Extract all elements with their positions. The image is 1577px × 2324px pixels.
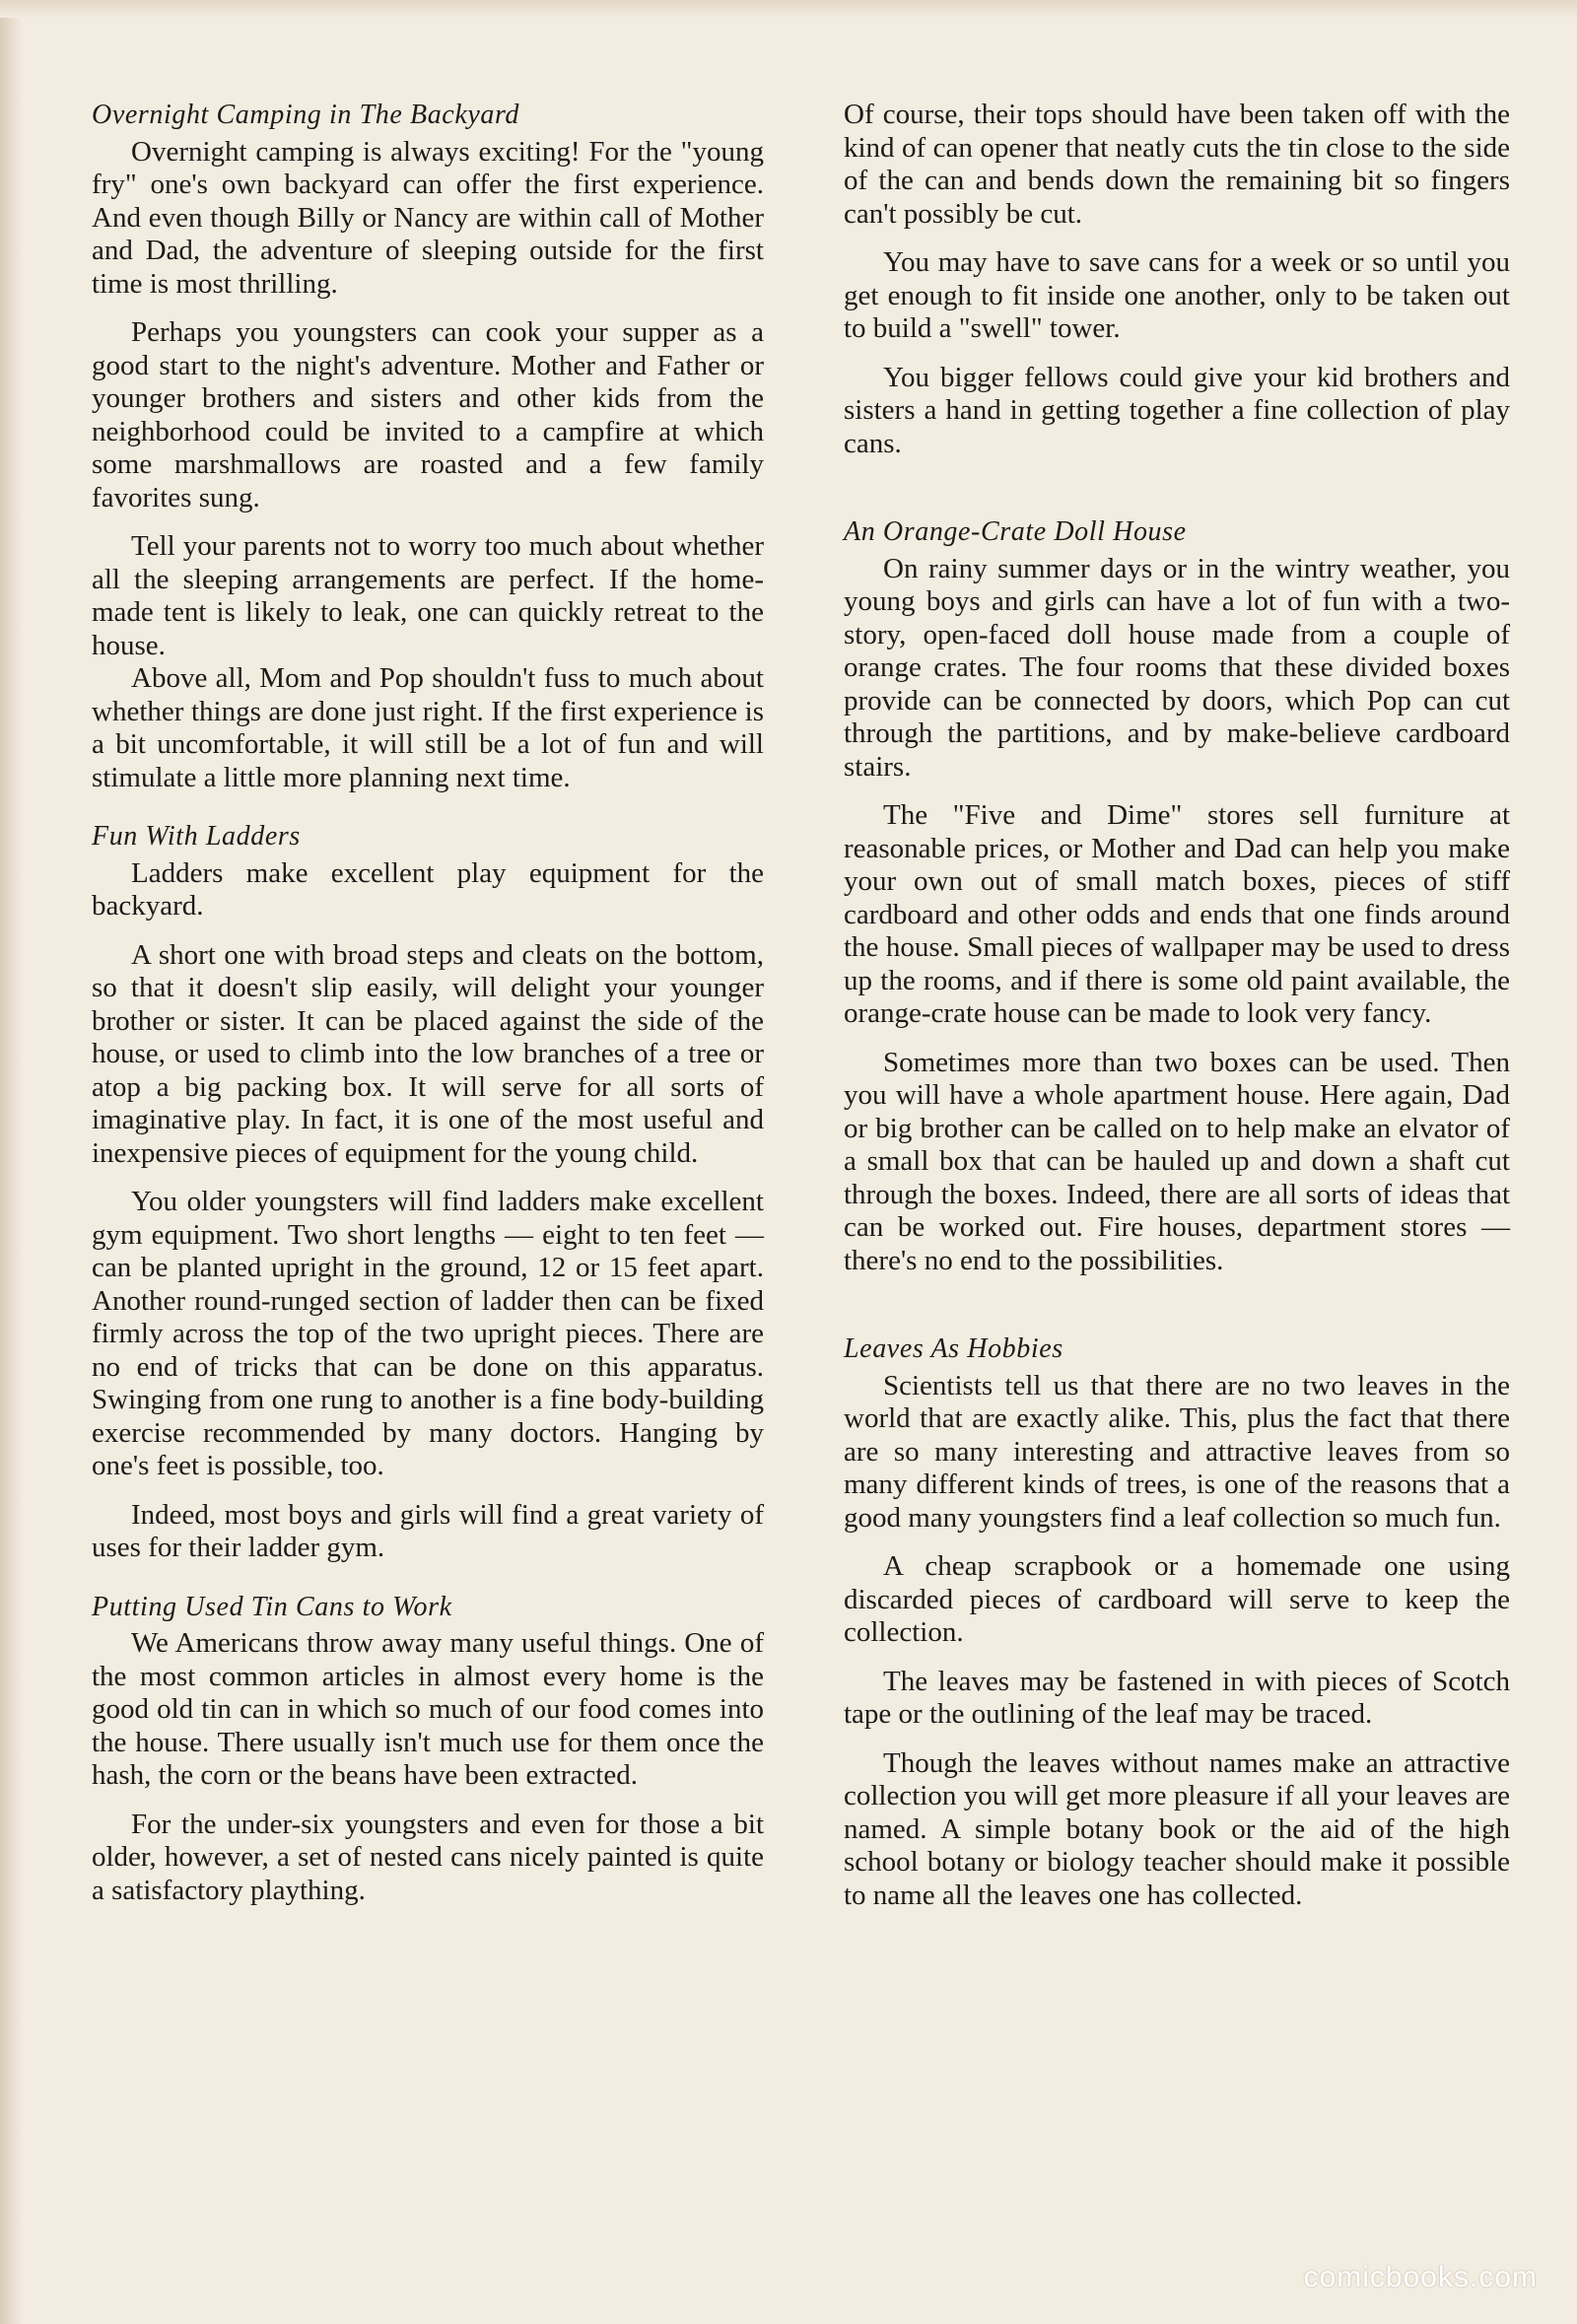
- paragraph: For the under-six youngsters and even for those a bit older, however, a set of nested cans nicely painted is quite a satisfactory plaything.: [92, 1808, 764, 1906]
- paragraph: A short one with broad steps and cleats on the bottom, so that it doesn't slip easily, will delight your younger brother or sister. It can be placed against the side of the house, or used to climb into the low branches of a tree or atop a big packing box. It will serve for all sorts of imaginative play. In fact, it is one of the most useful and inexpensive pieces of equipment for the young child.: [92, 938, 764, 1169]
- section-tin-cans: [92, 1591, 764, 1908]
- paragraph: A cheap scrapbook or a homemade one using discarded pieces of cardboard will serve to keep the collection.: [844, 1550, 1510, 1648]
- paragraph: Sometimes more than two boxes can be used. Then you will have a whole apartment house. Here again, Dad or big brother can be called on to help make an elvator of a small box that can be hauled up and down a shaft cut through the boxes. Indeed, there are all sorts of ideas that can be worked out. Fire houses, department stores — there's no end to the possibilities.: [844, 1046, 1510, 1276]
- section-orange-crate-doll-house: [844, 515, 1510, 1277]
- paragraph: Scientists tell us that there are no two leaves in the world that are exactly alike. This, plus the fact that there are so many interesting and attractive leaves from so many different kinds of trees, is one of the reasons that a good many youngsters find a leaf collection so much fun.: [844, 1369, 1510, 1534]
- page-top-edge: [0, 0, 1577, 18]
- paragraph: Above all, Mom and Pop shouldn't fuss to much about whether things are done just right. If the first experience is a bit uncomfortable, it will still be a lot of fun and will stimulate a little more planning next time.: [92, 662, 764, 793]
- section-heading: Fun With Ladders: [92, 821, 301, 852]
- section-heading: An Orange-Crate Doll House: [844, 516, 1187, 547]
- section-heading: Leaves As Hobbies: [844, 1333, 1063, 1364]
- right-column: [844, 99, 1510, 1928]
- paragraph: On rainy summer days or in the wintry weather, you young boys and girls can have a lot of fun with a two-story, open-faced doll house made from a couple of orange crates. The four rooms that these divided boxes provide can be connected by doors, which Pop can cut through the partitions, and by make-believe cardboard stairs.: [844, 552, 1510, 783]
- paragraph: The "Five and Dime" stores sell furniture at reasonable prices, or Mother and Dad can help you make your own out of small match boxes, pieces of stiff cardboard and other odds and ends that one finds around the house. Small pieces of wallpaper may be used to dress up the rooms, and if there is some old paint available, the orange-crate house can be made to look very fancy.: [844, 799, 1510, 1029]
- paragraph: The leaves may be fastened in with pieces of Scotch tape or the outlining of the leaf may be traced.: [844, 1665, 1510, 1730]
- paragraph: You may have to save cans for a week or so until you get enough to fit inside one another, only to be taken out to build a "swell" tower.: [844, 246, 1510, 344]
- section-fun-with-ladders: [92, 820, 764, 1565]
- paragraph: You bigger fellows could give your kid brothers and sisters a hand in getting together a fine collection of play cans.: [844, 361, 1510, 459]
- paragraph: Perhaps you youngsters can cook your supper as a good start to the night's adventure. Mother and Father or younger brothers and sisters and other kids from the neighborhood could be invited to a campfire at which some marshmallows are roasted and a few family favorites sung.: [92, 316, 764, 513]
- page-edge-shadow: [0, 0, 22, 2324]
- paragraph: Ladders make excellent play equipment for the backyard.: [92, 856, 764, 922]
- paragraph: Indeed, most boys and girls will find a great variety of uses for their ladder gym.: [92, 1498, 764, 1563]
- section-leaves-as-hobbies: [844, 1333, 1510, 1912]
- section-heading: Putting Used Tin Cans to Work: [92, 1591, 452, 1622]
- section-tin-cans-continued: [844, 99, 1510, 460]
- watermark: comicbooks.com: [1303, 2261, 1538, 2293]
- paragraph: We Americans throw away many useful things. One of the most common articles in almost every home is the good old tin can in which so much of our food comes into the house. There usually isn't much use for them once the hash, the corn or the beans have been extracted.: [92, 1627, 764, 1791]
- paragraph: Tell your parents not to worry too much about whether all the sleeping arrangements are perfect. If the home-made tent is likely to leak, one can quickly retreat to the house.: [92, 530, 764, 661]
- paragraph: Though the leaves without names make an attractive collection you will get more pleasure if all your leaves are named. A simple botany book or the aid of the high school botany or biology teacher should make it possible to name all the leaves one has collected.: [844, 1746, 1510, 1911]
- left-column: [92, 99, 764, 1923]
- paragraph: Of course, their tops should have been taken off with the kind of can opener that neatly cuts the tin close to the side of the can and bends down the remaining bit so fingers can't possibly be cut.: [844, 99, 1510, 230]
- paragraph: Overnight camping is always exciting! For the "young fry" one's own backyard can offer the first experience. And even though Billy or Nancy are within call of Mother and Dad, the adventure of sleeping outside for the first time is most thrilling.: [92, 135, 764, 300]
- paragraph: You older youngsters will find ladders make excellent gym equipment. Two short lengths — eight to ten feet — can be planted upright in the ground, 12 or 15 feet apart. Another round-runged section of ladder then can be fixed firmly across the top of the two upright pieces. There are no end of tricks that can be done on this apparatus. Swinging from one rung to another is a fine body-building exercise recommended by many doctors. Hanging by one's feet is possible, too.: [92, 1186, 764, 1481]
- section-heading: Overnight Camping in The Backyard: [92, 100, 520, 130]
- section-overnight-camping: [92, 99, 764, 794]
